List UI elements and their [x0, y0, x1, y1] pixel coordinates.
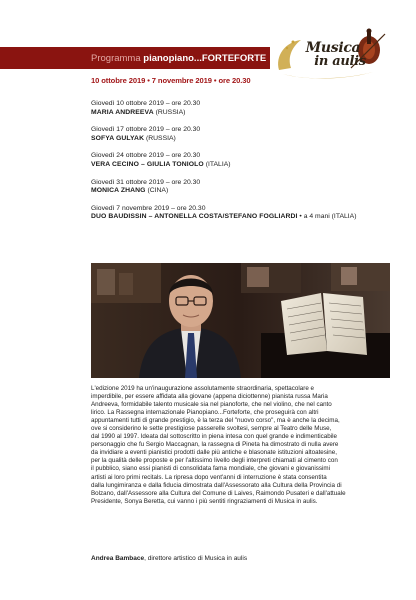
body-line: dal 1990 al 1997. Ideata dal sottoscritto in piena intesa con quel grande e indimenticabile — [91, 433, 338, 441]
body-line: Bolzano, dall'Assessore alla Cultura del Comune di Laives, Raimondo Pusateri e dall'attuale — [91, 489, 346, 497]
event-country: (ITALIA) — [203, 160, 231, 168]
body-line: lirico. La Rassegna internazionale Pianopiano...Forteforte, che proseguirà con altri — [91, 409, 319, 417]
article-body — [91, 385, 391, 506]
event-performer: SOFYA GULYAK — [91, 134, 145, 142]
event-country: (RUSSIA) — [153, 108, 186, 116]
logo-line-2: in aulis — [314, 54, 366, 69]
header-prefix: Programma — [91, 52, 141, 64]
body-line: dalla lungimiranza e dalla fiducia dimostrata dall'Assessorato alla Cultura della Provincia di — [91, 481, 342, 489]
concert-program-list — [91, 100, 391, 231]
event-performer: MARIA ANDREEVA — [91, 108, 154, 116]
body-line: appuntamenti tutti di grande prestigio, è la terza del "nuovo corso", ma è anche la decima, — [91, 417, 340, 425]
dates-line: 10 ottobre 2019 • 7 novembre 2019 • ore 20.30 — [91, 76, 251, 85]
body-line: da invidiare a eventi pianistici prodotti dalle più antiche e blasonate istituzioni altoatesine, — [91, 449, 337, 457]
event-country: (RUSSIA) — [144, 134, 176, 142]
body-line: imperdibile, per essere affidata alla giovane (appena diciottenne) pianista russa Maria — [91, 393, 328, 401]
signature — [91, 555, 247, 562]
logo-line-1: Musica — [305, 40, 361, 56]
body-line: per la qualità delle proposte e per l'altissimo livello degli interpreti chiamati al cimento con — [91, 457, 338, 465]
event-date: Giovedì 24 ottobre 2019 – ore 20.30 — [91, 152, 201, 160]
event-item — [91, 205, 391, 222]
program-header-band — [0, 47, 270, 69]
body-line: artisti ai loro primi recitals. La ripresa dopo vent'anni di interruzione è stata consentita — [91, 473, 327, 481]
body-line: L'edizione 2019 ha un'inaugurazione assolutamente straordinaria, spettacolare e — [91, 385, 315, 392]
signature-name: Andrea Bambace — [91, 555, 145, 562]
signature-role: , direttore artistico di Musica in aulis — [144, 555, 248, 562]
musica-in-aulis-logo — [273, 28, 391, 88]
event-performer: DUO BAUDISSIN – ANTONELLA COSTA/STEFANO FOGLIARDI — [91, 213, 298, 221]
event-country: • a 4 mani (ITALIA) — [297, 213, 357, 221]
event-date: Giovedì 10 ottobre 2019 – ore 20.30 — [91, 100, 201, 107]
event-item — [91, 100, 391, 117]
body-line: personaggio che fu Sergio Maccagnan, la rassegna di Pineta ha dimostrato di nulla avere — [91, 441, 339, 449]
event-country: (CINA) — [145, 187, 169, 195]
body-line: Andreeva, formidabile talento musicale sia nel pianoforte, che nel violino, che nel canto — [91, 401, 332, 409]
body-line: ove si considerino le sette prestigiose passerelle svoltesi, sempre al Teatro delle Muse, — [91, 425, 332, 433]
photo-illustration — [91, 263, 390, 378]
event-item — [91, 126, 391, 143]
event-date: Giovedì 17 ottobre 2019 – ore 20.30 — [91, 126, 201, 134]
event-item — [91, 152, 391, 169]
event-date: Giovedì 31 ottobre 2019 – ore 20.30 — [91, 178, 201, 186]
event-date: Giovedì 7 novembre 2019 – ore 20.30 — [91, 204, 206, 212]
body-line: il pubblico, siano essi pianisti di consolidata fama mondiale, che giovani e giovanissimi — [91, 465, 331, 473]
event-performer: VERA CECINO – GIULIA TONIOLO — [91, 160, 204, 168]
logo-wordmark — [283, 42, 383, 68]
body-line: Presidente, Sonya Beretta, cui vanno i più sentiti ringraziamenti di Musica in aulis. — [91, 497, 318, 505]
director-photo — [91, 263, 390, 378]
header-title: pianopiano...FORTEFORTE — [143, 52, 267, 64]
event-performer: MONICA ZHANG — [91, 187, 146, 195]
event-item — [91, 179, 391, 196]
